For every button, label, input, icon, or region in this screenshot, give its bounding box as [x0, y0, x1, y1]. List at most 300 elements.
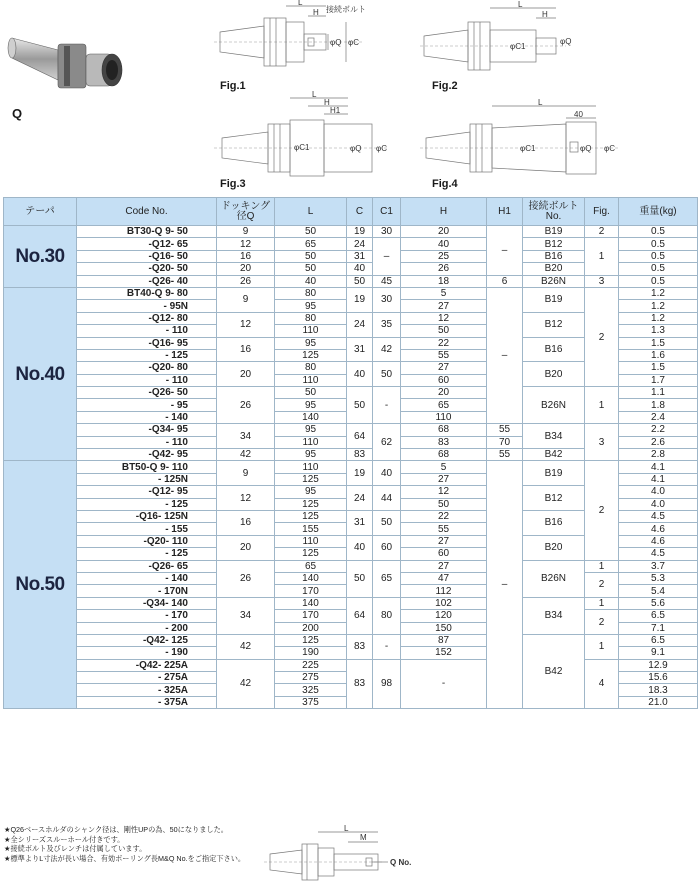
code-cell: -Q34- 95	[77, 424, 217, 436]
weight-cell: 1.2	[619, 312, 698, 324]
h-cell: 18	[401, 275, 487, 287]
code-cell: -Q12- 95	[77, 486, 217, 498]
code-cell: -Q26- 40	[77, 275, 217, 287]
note-3: ★接続ボルト及びレンチは付属しています。	[4, 844, 147, 854]
fig3-dim-phiQ: φQ	[350, 144, 362, 153]
weight-cell: 0.5	[619, 238, 698, 250]
bolt-cell: B16	[523, 250, 585, 262]
weight-cell: 21.0	[619, 696, 698, 708]
fig-cell: 3	[585, 275, 619, 287]
table-row	[4, 387, 698, 399]
weight-cell: 18.3	[619, 684, 698, 696]
c-cell: 64	[347, 424, 373, 449]
h-cell: 55	[401, 523, 487, 535]
bolt-cell: B26N	[523, 387, 585, 424]
code-cell: - 140	[77, 572, 217, 584]
fig1-label: Fig.1	[220, 80, 246, 92]
dock-cell: 9	[217, 287, 275, 312]
l-cell: 275	[275, 672, 347, 684]
c-cell: 50	[347, 387, 373, 424]
fig1-drawing	[212, 0, 372, 80]
col-header-C: C	[347, 198, 373, 226]
fig-cell: 1	[585, 560, 619, 572]
h-cell: 27	[401, 362, 487, 374]
dock-cell: 20	[217, 535, 275, 560]
c1-cell: 35	[373, 312, 401, 337]
h-cell: 25	[401, 250, 487, 262]
l-cell: 110	[275, 535, 347, 547]
c1-cell: 40	[373, 461, 401, 486]
l-cell: 80	[275, 312, 347, 324]
weight-cell: 4.0	[619, 486, 698, 498]
c1-cell: 42	[373, 337, 401, 362]
c-cell: 83	[347, 659, 373, 709]
fig3-drawing	[212, 90, 392, 180]
code-cell: - 140	[77, 411, 217, 423]
fig-cell: 2	[585, 461, 619, 560]
bolt-cell: B42	[523, 634, 585, 708]
c1-cell: 60	[373, 535, 401, 560]
h-cell: 12	[401, 312, 487, 324]
dock-cell: 12	[217, 312, 275, 337]
bolt-cell: B12	[523, 486, 585, 511]
dock-cell: 16	[217, 337, 275, 362]
bolt-cell: B34	[523, 424, 585, 449]
c-cell: 50	[347, 560, 373, 597]
table-row	[4, 634, 698, 646]
fig3-dim-H: H	[324, 98, 330, 107]
weight-cell: 2.6	[619, 436, 698, 448]
l-cell: 50	[275, 226, 347, 238]
bolt-cell: B20	[523, 263, 585, 275]
h1-cell: 6	[487, 275, 523, 287]
c-cell: 19	[347, 226, 373, 238]
h1-cell: 70	[487, 436, 523, 448]
fig4-dim-phiC1: φC1	[520, 144, 536, 153]
h-cell: 5	[401, 287, 487, 299]
h-cell: 83	[401, 436, 487, 448]
col-header-H: H	[401, 198, 487, 226]
table-row	[4, 659, 698, 671]
l-cell: 80	[275, 287, 347, 299]
code-cell: - 125	[77, 349, 217, 361]
code-cell: -Q42- 95	[77, 449, 217, 461]
h1-cell: –	[487, 461, 523, 709]
code-cell: BT30-Q 9- 50	[77, 226, 217, 238]
weight-cell: 1.2	[619, 300, 698, 312]
l-cell: 325	[275, 684, 347, 696]
l-cell: 170	[275, 610, 347, 622]
c1-cell: –	[373, 238, 401, 275]
notes	[4, 825, 264, 863]
bolt-cell: B16	[523, 337, 585, 362]
weight-cell: 9.1	[619, 647, 698, 659]
h-cell: 27	[401, 473, 487, 485]
h-cell: 152	[401, 647, 487, 659]
bolt-cell: B20	[523, 362, 585, 387]
fig-cell: 2	[585, 226, 619, 238]
l-cell: 125	[275, 498, 347, 510]
table-row	[4, 597, 698, 609]
c-cell: 40	[347, 263, 373, 275]
weight-cell: 3.7	[619, 560, 698, 572]
code-cell: -Q12- 65	[77, 238, 217, 250]
bolt-cell: B42	[523, 449, 585, 461]
weight-cell: 6.5	[619, 610, 698, 622]
weight-cell: 4.5	[619, 510, 698, 522]
table-row	[4, 424, 698, 436]
h-cell: 120	[401, 610, 487, 622]
l-cell: 50	[275, 387, 347, 399]
code-cell: - 170	[77, 610, 217, 622]
code-cell: -Q16- 95	[77, 337, 217, 349]
h-cell: 60	[401, 374, 487, 386]
weight-cell: 2.2	[619, 424, 698, 436]
h-cell: 110	[401, 411, 487, 423]
weight-cell: 4.0	[619, 498, 698, 510]
code-cell: - 125N	[77, 473, 217, 485]
bolt-cell: B16	[523, 510, 585, 535]
weight-cell: 1.5	[619, 337, 698, 349]
fig2-dim-phiC1: φC1	[510, 42, 526, 51]
l-cell: 95	[275, 399, 347, 411]
dock-cell: 42	[217, 449, 275, 461]
h-cell: 12	[401, 486, 487, 498]
fig-cell: 1	[585, 597, 619, 609]
c1-cell: -	[373, 634, 401, 659]
c-cell: 24	[347, 238, 373, 250]
fig4-label: Fig.4	[432, 178, 458, 190]
fig1-bolt-label: 接続ボルト	[326, 5, 366, 14]
weight-cell: 5.6	[619, 597, 698, 609]
code-cell: -Q12- 80	[77, 312, 217, 324]
code-cell: -Q20- 110	[77, 535, 217, 547]
bolt-cell: B34	[523, 597, 585, 634]
code-cell: -Q16- 125N	[77, 510, 217, 522]
weight-cell: 4.5	[619, 548, 698, 560]
l-cell: 200	[275, 622, 347, 634]
weight-cell: 4.1	[619, 473, 698, 485]
h1-cell: 55	[487, 449, 523, 461]
h-cell: 27	[401, 300, 487, 312]
h-cell: 47	[401, 572, 487, 584]
h-cell: 68	[401, 449, 487, 461]
bolt-cell: B26N	[523, 560, 585, 597]
l-cell: 110	[275, 461, 347, 473]
fig4-dim-phiC: φC	[604, 144, 615, 153]
c1-cell: 50	[373, 510, 401, 535]
l-cell: 50	[275, 263, 347, 275]
col-header-bolt: 接続ボルトNo.	[523, 198, 585, 226]
fig-cell: 1	[585, 634, 619, 659]
c-cell: 83	[347, 449, 373, 461]
fig3-dim-phiC1: φC1	[294, 143, 310, 152]
dock-cell: 12	[217, 486, 275, 511]
h1-cell: –	[487, 287, 523, 423]
code-cell: - 275A	[77, 672, 217, 684]
l-cell: 140	[275, 572, 347, 584]
code-cell: -Q26- 50	[77, 387, 217, 399]
l-cell: 110	[275, 436, 347, 448]
weight-cell: 1.6	[619, 349, 698, 361]
h1-cell: –	[487, 226, 523, 276]
code-cell: -Q42- 125	[77, 634, 217, 646]
c1-cell: 80	[373, 597, 401, 634]
fig-cell: 1	[585, 387, 619, 424]
h-cell: 27	[401, 535, 487, 547]
table-row	[4, 275, 698, 287]
fig4-drawing	[418, 100, 628, 180]
code-cell: - 375A	[77, 696, 217, 708]
weight-cell: 0.5	[619, 263, 698, 275]
fig-cell: 3	[585, 424, 619, 461]
col-header-code: Code No.	[77, 198, 217, 226]
bottom-q-label: Q No.	[390, 858, 412, 867]
bolt-cell: B12	[523, 312, 585, 337]
col-header-taper: テーパ	[4, 198, 77, 226]
note-1: ★Q26ベースホルダのシャンク径は、剛性UPの為、50になりました。	[4, 825, 228, 834]
fig4-dim-40: 40	[574, 110, 583, 119]
fig4-dim-L: L	[538, 98, 543, 107]
l-cell: 95	[275, 449, 347, 461]
c-cell: 24	[347, 486, 373, 511]
c-cell: 40	[347, 535, 373, 560]
bolt-cell: B26N	[523, 275, 585, 287]
l-cell: 65	[275, 238, 347, 250]
l-cell: 95	[275, 486, 347, 498]
taper-cell-50: No.50	[4, 461, 77, 709]
code-cell: BT40-Q 9- 80	[77, 287, 217, 299]
l-cell: 110	[275, 374, 347, 386]
c-cell: 19	[347, 461, 373, 486]
code-cell: - 200	[77, 622, 217, 634]
l-cell: 125	[275, 473, 347, 485]
fig2-dim-L: L	[518, 0, 523, 9]
code-cell: -Q20- 50	[77, 263, 217, 275]
weight-cell: 12.9	[619, 659, 698, 671]
fig1-dim-phiC: φC	[348, 38, 359, 47]
code-cell: -Q26- 65	[77, 560, 217, 572]
h-cell: 22	[401, 337, 487, 349]
dock-cell: 9	[217, 226, 275, 238]
col-header-H1: H1	[487, 198, 523, 226]
h-cell: 68	[401, 424, 487, 436]
bolt-cell: B19	[523, 226, 585, 238]
l-cell: 95	[275, 300, 347, 312]
bolt-cell: B20	[523, 535, 585, 560]
l-cell: 95	[275, 337, 347, 349]
h-cell: 50	[401, 325, 487, 337]
weight-cell: 0.5	[619, 250, 698, 262]
h-cell: 22	[401, 510, 487, 522]
dock-cell: 42	[217, 659, 275, 709]
fig-cell: 4	[585, 659, 619, 709]
product-label: Q	[12, 106, 23, 121]
table-row	[4, 287, 698, 299]
weight-cell: 1.1	[619, 387, 698, 399]
l-cell: 40	[275, 275, 347, 287]
dock-cell: 20	[217, 362, 275, 387]
fig2-dim-H: H	[542, 10, 548, 19]
c-cell: 31	[347, 250, 373, 262]
h-cell: 150	[401, 622, 487, 634]
l-cell: 110	[275, 325, 347, 337]
col-header-C1: C1	[373, 198, 401, 226]
bottom-drawing	[262, 824, 442, 886]
l-cell: 125	[275, 634, 347, 646]
weight-cell: 1.2	[619, 287, 698, 299]
h-cell: 20	[401, 226, 487, 238]
weight-cell: 0.5	[619, 226, 698, 238]
c1-cell: 30	[373, 226, 401, 238]
code-cell: -Q16- 50	[77, 250, 217, 262]
l-cell: 125	[275, 548, 347, 560]
fig3-dim-H1: H1	[330, 106, 341, 115]
fig-cell: 2	[585, 287, 619, 386]
col-header-dock: ドッキング径Q	[217, 198, 275, 226]
col-header-L: L	[275, 198, 347, 226]
code-cell: - 110	[77, 436, 217, 448]
weight-cell: 1.3	[619, 325, 698, 337]
c-cell: 40	[347, 362, 373, 387]
c1-cell: 30	[373, 287, 401, 312]
bottom-dim-L: L	[344, 824, 349, 833]
dock-cell: 26	[217, 275, 275, 287]
spec-table-wrap	[3, 197, 697, 821]
h-cell: -	[401, 659, 487, 709]
fig-cell: 1	[585, 238, 619, 275]
weight-cell: 4.1	[619, 461, 698, 473]
l-cell: 225	[275, 659, 347, 671]
code-cell: - 170N	[77, 585, 217, 597]
c-cell: 24	[347, 312, 373, 337]
code-cell: - 190	[77, 647, 217, 659]
dock-cell: 16	[217, 510, 275, 535]
l-cell: 95	[275, 424, 347, 436]
fig1-dim-H: H	[313, 8, 319, 17]
code-cell: - 110	[77, 374, 217, 386]
dock-cell: 26	[217, 387, 275, 424]
product-photo	[6, 20, 136, 120]
fig4-dim-phiQ: φQ	[580, 144, 592, 153]
table-row	[4, 461, 698, 473]
figure-area	[0, 0, 700, 196]
l-cell: 140	[275, 411, 347, 423]
h-cell: 60	[401, 548, 487, 560]
fig-cell: 2	[585, 610, 619, 635]
l-cell: 190	[275, 647, 347, 659]
code-cell: - 110	[77, 325, 217, 337]
table-row	[4, 560, 698, 572]
h-cell: 87	[401, 634, 487, 646]
weight-cell: 0.5	[619, 275, 698, 287]
note-2: ★全シリーズスルーホール付きです。	[4, 834, 125, 844]
code-cell: -Q42- 225A	[77, 659, 217, 671]
dock-cell: 9	[217, 461, 275, 486]
l-cell: 65	[275, 560, 347, 572]
h1-cell: 55	[487, 424, 523, 436]
code-cell: BT50-Q 9- 110	[77, 461, 217, 473]
weight-cell: 2.8	[619, 449, 698, 461]
c1-cell: 50	[373, 362, 401, 387]
c-cell: 31	[347, 510, 373, 535]
l-cell: 140	[275, 597, 347, 609]
code-cell: - 125	[77, 498, 217, 510]
dock-cell: 34	[217, 424, 275, 449]
c-cell: 50	[347, 275, 373, 287]
h-cell: 27	[401, 560, 487, 572]
h-cell: 5	[401, 461, 487, 473]
taper-cell-40: No.40	[4, 287, 77, 460]
l-cell: 50	[275, 250, 347, 262]
code-cell: - 125	[77, 548, 217, 560]
weight-cell: 5.4	[619, 585, 698, 597]
h-cell: 102	[401, 597, 487, 609]
fig3-dim-phiC: φC	[376, 144, 387, 153]
dock-cell: 16	[217, 250, 275, 262]
h-cell: 26	[401, 263, 487, 275]
c1-cell: 45	[373, 275, 401, 287]
c1-cell: 44	[373, 486, 401, 511]
dock-cell: 20	[217, 263, 275, 275]
c1-cell: 65	[373, 560, 401, 597]
weight-cell: 1.5	[619, 362, 698, 374]
l-cell: 375	[275, 696, 347, 708]
code-cell: - 95N	[77, 300, 217, 312]
weight-cell: 1.7	[619, 374, 698, 386]
weight-cell: 4.6	[619, 535, 698, 547]
fig1-dim-phiQ: φQ	[330, 38, 342, 47]
l-cell: 125	[275, 510, 347, 522]
dock-cell: 34	[217, 597, 275, 634]
weight-cell: 2.4	[619, 411, 698, 423]
dock-cell: 12	[217, 238, 275, 250]
l-cell: 170	[275, 585, 347, 597]
h-cell: 112	[401, 585, 487, 597]
c-cell: 19	[347, 287, 373, 312]
fig2-dim-phiQ: φQ	[560, 37, 572, 46]
c-cell: 31	[347, 337, 373, 362]
h-cell: 20	[401, 387, 487, 399]
code-cell: - 95	[77, 399, 217, 411]
table-header-row	[4, 198, 698, 226]
col-header-weight: 重量(kg)	[619, 198, 698, 226]
h-cell: 55	[401, 349, 487, 361]
bolt-cell: B19	[523, 461, 585, 486]
taper-cell-30: No.30	[4, 226, 77, 288]
weight-cell: 7.1	[619, 622, 698, 634]
h-cell: 40	[401, 238, 487, 250]
fig3-label: Fig.3	[220, 178, 246, 190]
weight-cell: 6.5	[619, 634, 698, 646]
c1-cell: -	[373, 387, 401, 424]
table-row	[4, 238, 698, 250]
fig-cell: 2	[585, 572, 619, 597]
h-cell: 65	[401, 399, 487, 411]
h-cell: 50	[401, 498, 487, 510]
weight-cell: 15.6	[619, 672, 698, 684]
fig3-dim-L: L	[312, 90, 317, 99]
bottom-dim-M: M	[360, 833, 367, 842]
note-4: ★標準よりL寸法が長い場合、有効ボーリング長M&Q No.をご指定下さい。	[4, 853, 246, 863]
c1-cell: 98	[373, 659, 401, 709]
col-header-fig: Fig.	[585, 198, 619, 226]
code-cell: -Q34- 140	[77, 597, 217, 609]
c-cell: 64	[347, 597, 373, 634]
bolt-cell: B12	[523, 238, 585, 250]
l-cell: 125	[275, 349, 347, 361]
bolt-cell: B19	[523, 287, 585, 312]
